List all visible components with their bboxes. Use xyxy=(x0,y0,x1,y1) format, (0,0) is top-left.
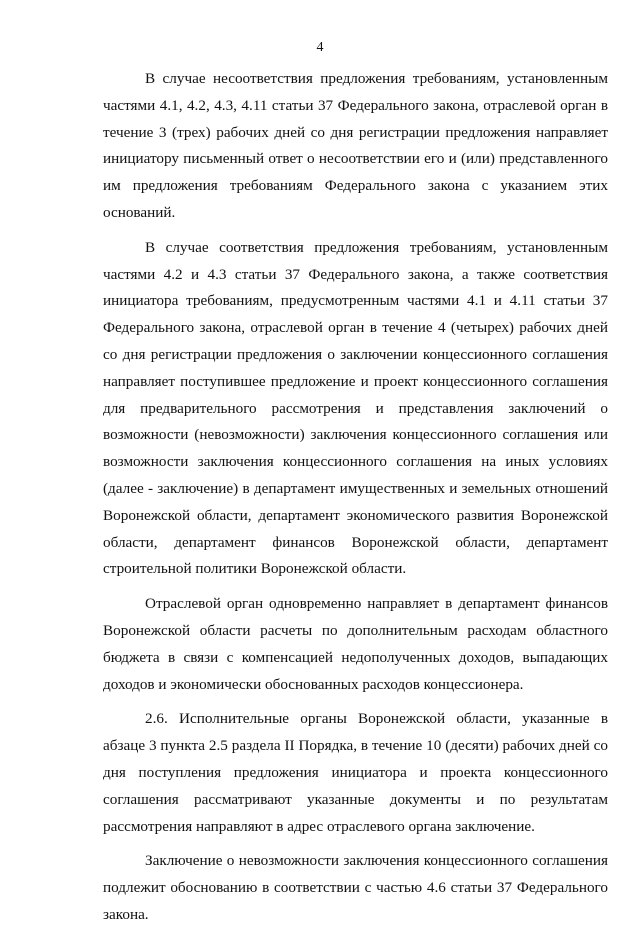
paragraph-compliance: В случае соответствия предложения требованиям, установленным частями 4.2 и 4.3 статьи 37 Федерального закона, а также соответствия инициатора требованиям, предусмотренным частями 4.1 и 4.11 статьи 37 Федерального закона, отраслевой орган в течение 4 (четырех) рабочих дней со дня регистрации предложения о заключении концессионного соглашения направляет поступившее предложение и проект концессионного соглашения для предварительного рассмотрения и представления заключений о возможности (невозможности) заключения концессионного соглашения или возможности заключения концессионного соглашения на иных условиях (далее - заключение) в департамент имущественных и земельных отношений Воронежской области, департамент экономического развития Воронежской области, департамент финансов Воронежской области, департамент строительной политики Воронежской области. xyxy=(103,238,608,578)
page-number: 4 xyxy=(316,40,324,55)
paragraph-noncompliance: В случае несоответствия предложения требованиям, установленным частями 4.1, 4.2, 4.3, 4.11 статьи 37 Федерального закона, отраслевой орган в течение 3 (трех) рабочих дней со дня регистрации предложения направляет инициатору письменный ответ о несоответствии его и (или) представленного им предложения требованиям Федерального закона с указанием этих оснований. xyxy=(103,70,608,221)
paragraph-gap xyxy=(103,840,608,848)
document-body xyxy=(103,66,608,929)
paragraph-section-2-6: 2.6. Исполнительные органы Воронежской области, указанные в абзаце 3 пункта 2.5 раздела II Порядка, в течение 10 (десяти) рабочих дней со дня поступления предложения инициатора и проекта концессионного соглашения рассматривают указанные документы и по результатам рассмотрения направляют в адрес отраслевого органа заключение. xyxy=(103,710,608,835)
paragraph-finance-calculations: Отраслевой орган одновременно направляет в департамент финансов Воронежской области расчеты по дополнительным расходам областного бюджета в связи с компенсацией недополученных доходов, выпадающих доходов и экономически обоснованных расходов концессионера. xyxy=(103,595,608,693)
paragraph-conclusion-justification: Заключение о невозможности заключения концессионного соглашения подлежит обоснованию в соответствии с частью 4.6 статьи 37 Федерального закона. xyxy=(103,852,608,923)
paragraph-gap xyxy=(103,227,608,235)
paragraph-gap xyxy=(103,583,608,591)
paragraph-gap xyxy=(103,698,608,706)
